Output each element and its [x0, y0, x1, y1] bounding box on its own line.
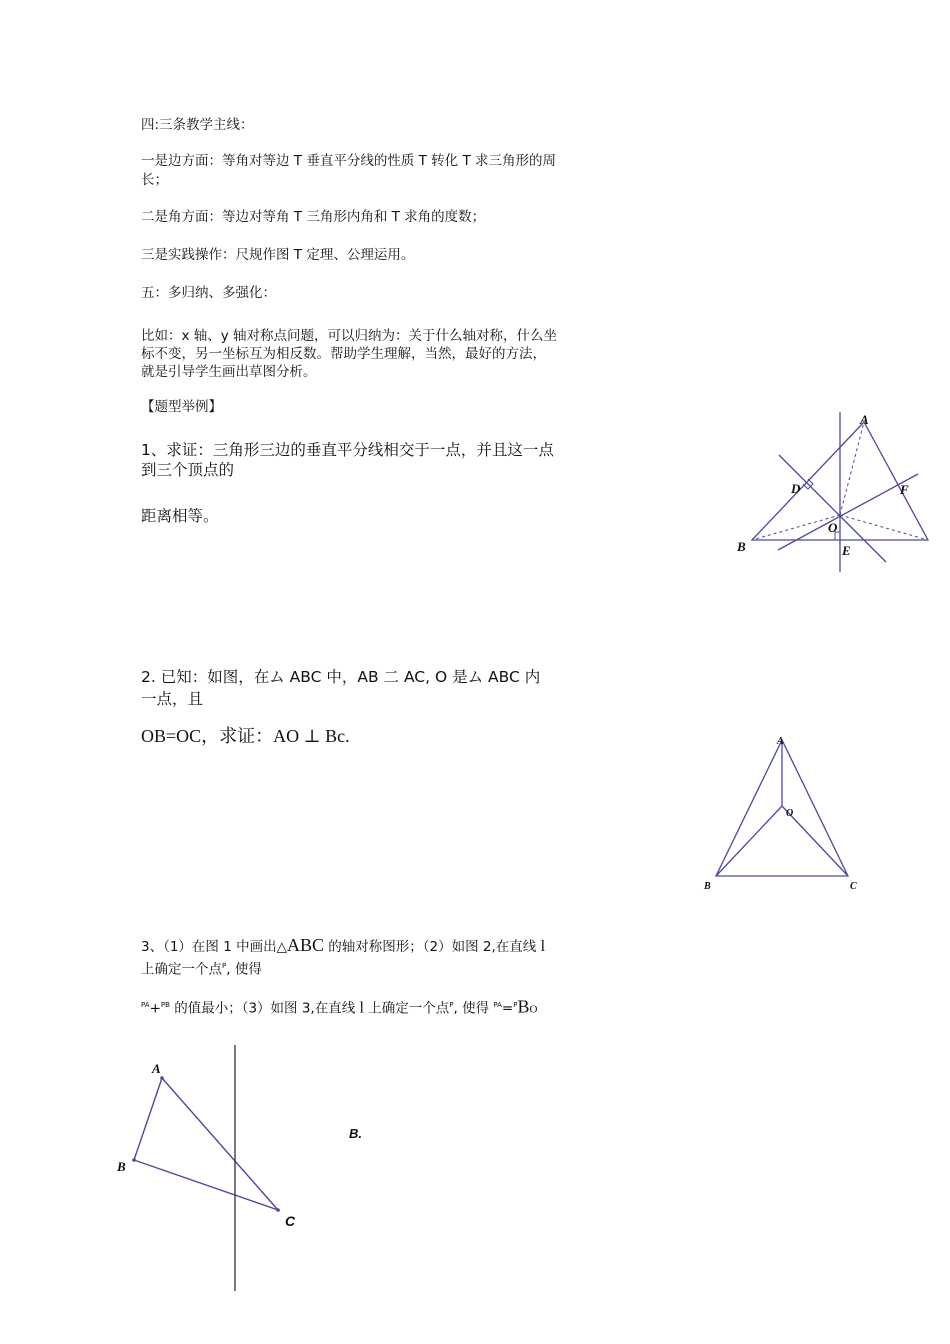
- q2-line2: 一点，且: [141, 690, 204, 708]
- q1-line3: 距离相等。: [141, 507, 219, 525]
- figure-3-triangle-and-line: [110, 1040, 310, 1295]
- q3-line2a: 上确定一个点: [141, 961, 222, 978]
- q3-line1b: 的轴对称图形；（2）如图 2,在直线: [324, 939, 541, 955]
- section5-heading: 五：多归纳、多强化：: [141, 285, 276, 301]
- q3-line1: [141, 936, 545, 957]
- q3-line1a: 3、（1）在图 1 中画出△: [141, 939, 287, 955]
- fig3-label-b: B: [117, 1159, 126, 1174]
- q3-line3: [141, 996, 537, 1020]
- q3-plus: +: [149, 1000, 161, 1017]
- examples-heading: 【题型举例】: [141, 399, 222, 415]
- q2-line1: 2. 已知：如图，在ム ABC 中，AB 二 AC, O 是ム ABC 内: [141, 668, 541, 686]
- fig1-label-f: F: [900, 482, 909, 497]
- q3-line3b: 上确定一个点: [363, 1000, 450, 1017]
- section4-line1b: 长；: [141, 172, 168, 188]
- fig-b-label: B.: [349, 1126, 362, 1141]
- q3-p-mark: P: [222, 962, 227, 970]
- fig2-label-a: A: [777, 736, 784, 747]
- figure-2-triangle: [700, 730, 870, 895]
- q3-l1: l: [540, 938, 546, 955]
- q3-pa: PA: [141, 1001, 150, 1009]
- section4-heading: 四:三条教学主线：: [141, 117, 254, 133]
- section5-p2: 标不变，另一坐标互为相反数。帮助学生理解，当然，最好的方法，: [141, 346, 546, 362]
- q3-l2: l: [359, 999, 364, 1017]
- fig1-label-b: B: [737, 539, 746, 554]
- fig1-label-d: D: [791, 481, 801, 496]
- q1-line2: 到三个顶点的: [141, 461, 235, 479]
- q1-line1: 1、求证：三角形三边的垂直平分线相交于一点，并且这一点: [141, 441, 554, 459]
- q3-eq: =: [501, 1000, 514, 1017]
- q3-line2: [141, 957, 262, 980]
- fig1-label-o: O: [828, 520, 838, 535]
- section4-line1a: 一是边方面：等角对等边 T 垂直平分线的性质 T 转化 T 求三角形的周: [141, 153, 556, 169]
- q3-p-mark2: P: [449, 1001, 454, 1009]
- fig3-label-c: C: [285, 1213, 296, 1229]
- figure-1-triangle: [730, 405, 940, 580]
- q3-line3a: 的值最小；（3）如图 3,在直线: [169, 1000, 360, 1017]
- fig2-label-o: O: [786, 808, 794, 819]
- fig2-label-c: C: [850, 881, 857, 892]
- section5-p3: 就是引导学生画出草图分析。: [141, 364, 317, 380]
- section5-p1: 比如：x 轴、y 轴对称点问题，可以归纳为：关于什么轴对称，什么坐: [141, 328, 558, 344]
- q3-line2b: , 使得: [226, 961, 262, 978]
- q2-line3: OB=OC，求证：AO ⊥ Bc.: [141, 726, 350, 746]
- q3-bo: B: [517, 996, 530, 1017]
- section4-line2: 二是角方面：等边对等角 T 三角形内角和 T 求角的度数；: [141, 209, 486, 225]
- fig3-label-a: A: [152, 1061, 161, 1076]
- q3-p-mark3: P: [513, 1001, 518, 1009]
- q3-line3c: , 使得: [453, 1000, 494, 1017]
- q3-abc: ABC: [286, 935, 324, 955]
- fig1-label-e: E: [842, 543, 851, 558]
- q3-pb: PB: [160, 1001, 170, 1009]
- fig1-label-a: A: [860, 412, 869, 427]
- q3-o-sub: O: [529, 1003, 538, 1016]
- section4-line3: 三是实践操作：尺规作图 T 定理、公理运用。: [141, 247, 415, 263]
- fig2-label-b: B: [704, 881, 711, 892]
- q3-pa2: PA: [493, 1001, 502, 1009]
